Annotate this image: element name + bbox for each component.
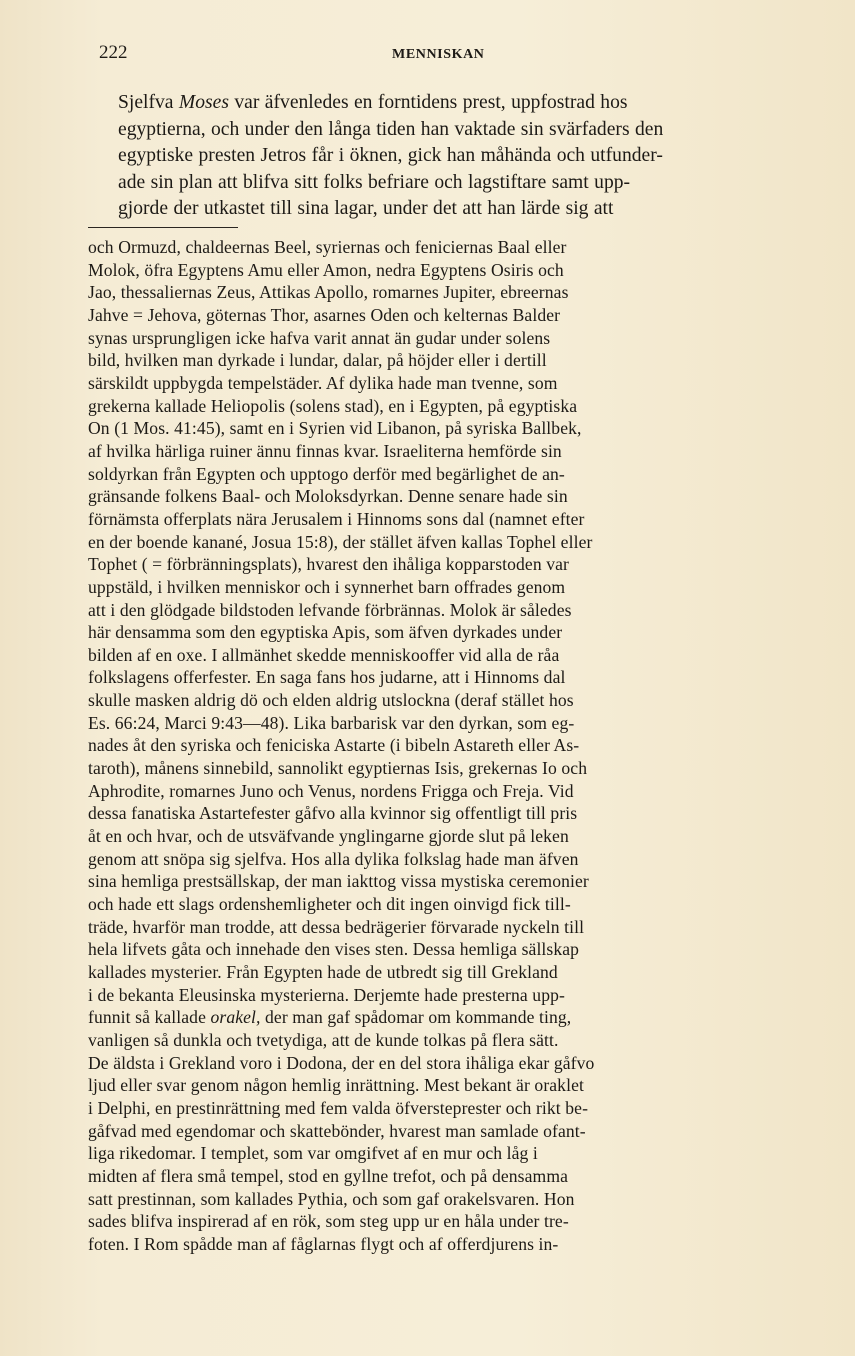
footnote-line: träde, hvarför man trodde, att dessa bedrägerier förvarade nyckeln till xyxy=(88,916,585,937)
line-start: Sjelfva xyxy=(118,92,179,113)
footnote-line: ljud eller svar genom någon hemlig inrättning. Mest bekant är oraklet xyxy=(88,1075,584,1096)
footnote-line: satt prestinnan, som kallades Pythia, och som gaf orakelsvaren. Hon xyxy=(88,1188,575,1209)
main-paragraph xyxy=(88,90,796,223)
main-paragraph-line-1 xyxy=(88,90,796,117)
main-paragraph-line: egyptiske presten Jetros får i öknen, gick han måhända och utfunder- xyxy=(118,145,663,167)
footnote-line: förnämsta offerplats nära Jerusalem i Hinnoms sons dal (namnet efter xyxy=(88,508,585,529)
footnote-line: sina hemliga prestsällskap, der man iakttog vissa mystiska ceremonier xyxy=(88,871,589,892)
line-start: funnit så kallade xyxy=(88,1007,211,1028)
footnote-line: grekerna kallade Heliopolis (solens stad), en i Egypten, på egyptiska xyxy=(88,395,578,416)
footnote-line: gåfvad med egendomar och skattebönder, hvarest man samlade ofant- xyxy=(88,1120,586,1141)
footnote-line xyxy=(88,1006,794,1029)
page-number: 222 xyxy=(99,42,128,63)
footnote-line: här densamma som den egyptiska Apis, som äfven dyrkades under xyxy=(88,622,563,643)
footnote-line: kallades mysterier. Från Egypten hade de utbredt sig till Grekland xyxy=(88,962,558,982)
footnote-line: synas ursprungligen icke hafva varit annat än gudar under solens xyxy=(88,327,551,348)
main-paragraph-line: egyptierna, och under den långa tiden han vaktade sin svärfaders den xyxy=(118,118,664,140)
footnote-line: nades åt den syriska och feniciska Astarte (i bibeln Astareth eller As- xyxy=(88,735,580,756)
main-paragraph-line: gjorde der utkastet till sina lagar, under det att han lärde sig att xyxy=(118,198,614,220)
footnote-line: en der boende kanané, Josua 15:8), der stället äfven kallas Tophel eller xyxy=(88,531,593,552)
footnote-line: gränsande folkens Baal- och Moloksdyrkan. Denne senare hade sin xyxy=(88,486,568,507)
footnote-line: af hvilka härliga ruiner ännu finnas kvar. Israeliterna hemförde sin xyxy=(88,440,562,461)
main-paragraph-line: ade sin plan att blifva sitt folks befriare och lagstiftare samt upp- xyxy=(118,171,631,193)
footnote-line: Tophet ( = förbränningsplats), hvarest den ihåliga kopparstoden var xyxy=(88,554,569,575)
footnote-line: Es. 66:24, Marci 9:43—48). Lika barbarisk var den dyrkan, som eg- xyxy=(88,712,575,733)
footnote-line: åt en och hvar, och de utsväfvande ynglingarne gjorde slut på leken xyxy=(88,826,569,847)
footnote-line: uppstäld, i hvilken menniskor och i synnerhet barn offrades genom xyxy=(88,576,566,597)
footnote-line: On (1 Mos. 41:45), samt en i Syrien vid Libanon, på syriska Ballbek, xyxy=(88,418,582,439)
footnote-line: dessa fanatiska Astartefester gåfvo alla kvinnor sig offentligt till pris xyxy=(88,803,578,824)
running-title: MENNISKAN xyxy=(392,47,485,62)
footnote-line: soldyrkan från Egypten och upptogo derför med begärlighet de an- xyxy=(88,463,565,484)
footnote-line: vanligen så dunkla och tvetydiga, att de kunde tolkas på flera sätt. xyxy=(88,1029,559,1050)
footnote-line: folkslagens offerfester. En saga fans hos judarne, att i Hinnoms dal xyxy=(88,667,566,688)
footnote-line: Molok, öfra Egyptens Amu eller Amon, nedra Egyptens Osiris och xyxy=(88,259,564,280)
footnote-line: att i den glödgade bildstoden lefvande förbrännas. Molok är således xyxy=(88,599,572,620)
footnote-line: midten af flera små tempel, stod en gyllne trefot, och på densamma xyxy=(88,1165,569,1186)
footnote-line: taroth), månens sinnebild, sannolikt egyptiernas Isis, grekernas Io och xyxy=(88,758,588,779)
footnote-line: Aphrodite, romarnes Juno och Venus, nordens Frigga och Freja. Vid xyxy=(88,780,574,801)
footnote-line: i de bekanta Eleusinska mysterierna. Derjemte hade presterna upp- xyxy=(88,984,565,1005)
footnote-line: De äldsta i Grekland voro i Dodona, der en del stora ihåliga ekar gåfvo xyxy=(88,1052,595,1073)
footnote-line: hela lifvets gåta och innehade den vises sten. Dessa hemliga sällskap xyxy=(88,939,580,960)
italic-moses: Moses xyxy=(178,92,229,113)
footnote-line: Jao, thessaliernas Zeus, Attikas Apollo, romarnes Jupiter, ebreernas xyxy=(88,282,569,303)
footnote-line: genom att snöpa sig sjelfva. Hos alla dylika folkslag hade man äfven xyxy=(88,848,579,869)
footnote-line: bilden af en oxe. I allmänhet skedde menniskooffer vid alla de råa xyxy=(88,644,560,665)
footnote-line: och Ormuzd, chaldeernas Beel, syriernas och feniciernas Baal eller xyxy=(88,237,567,257)
footnote-line: liga rikedomar. I templet, som var omgifvet af en mur och låg i xyxy=(88,1143,538,1164)
line-rest: var äfvenledes en forntidens prest, uppfostrad hos xyxy=(228,92,628,113)
footnote-line: Jahve = Jehova, göternas Thor, asarnes Oden och kelternas Balder xyxy=(88,304,561,325)
footnote-line: sades blifva inspirerad af en rök, som steg upp ur en håla under tre- xyxy=(88,1211,569,1232)
italic-orakel: orakel, xyxy=(210,1007,261,1028)
footnote-text xyxy=(88,236,794,1256)
line-rest: der man gaf spådomar om kommande ting, xyxy=(260,1007,572,1028)
footnote-line: foten. I Rom spådde man af fåglarnas flygt och af offerdjurens in- xyxy=(88,1233,559,1254)
footnote-line: och hade ett slags ordenshemligheter och dit ingen oinvigd fick till- xyxy=(88,894,571,915)
footnote-divider xyxy=(88,227,238,228)
footnote-line: bild, hvilken man dyrkade i lundar, dalar, på höjder eller i dertill xyxy=(88,350,547,371)
footnote-line: skulle masken aldrig dö och elden aldrig utslockna (deraf stället hos xyxy=(88,690,574,711)
footnote-line: särskildt uppbygda tempelstäder. Af dylika hade man tvenne, som xyxy=(88,372,558,393)
footnote-line: i Delphi, en prestinrättning med fem valda öfversteprester och rikt be- xyxy=(88,1097,589,1118)
